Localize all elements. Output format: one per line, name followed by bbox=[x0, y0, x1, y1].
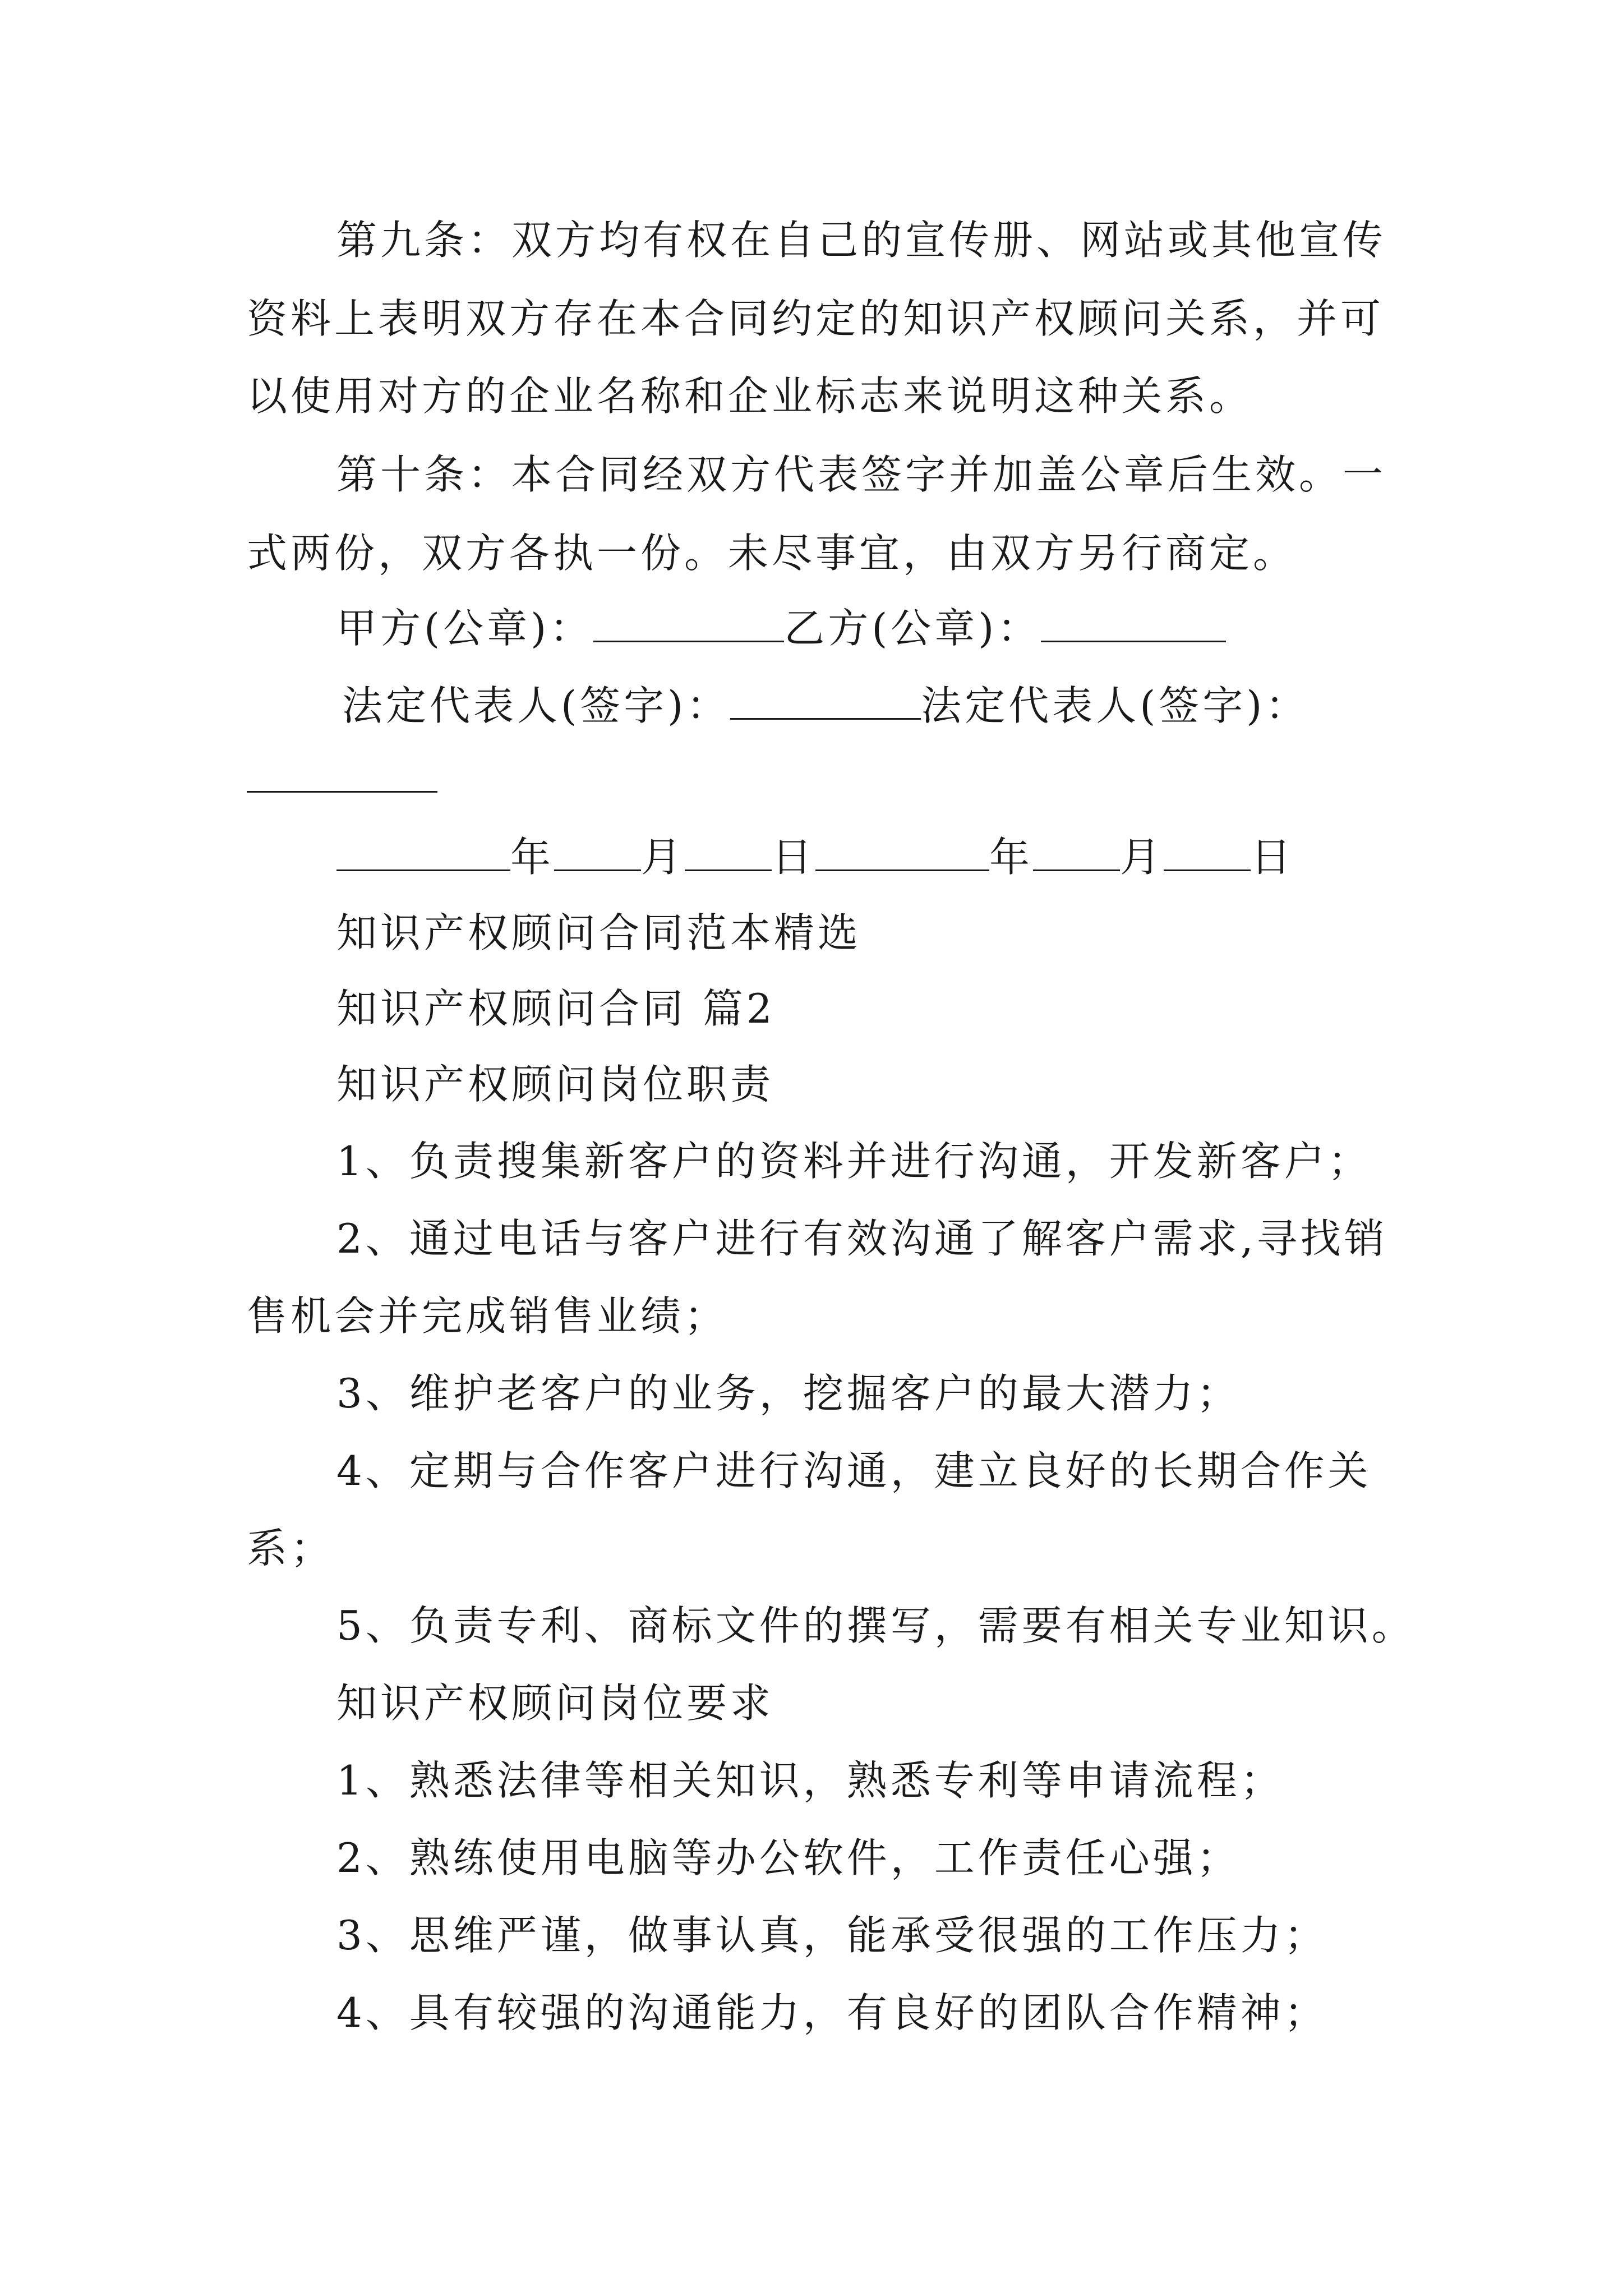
duty-item-1: 1、负责搜集新客户的资料并进行沟通，开发新客户； bbox=[336, 1138, 1372, 1185]
date-a-year: 年 bbox=[510, 834, 555, 881]
heading-duties: 知识产权顾问岗位职责 bbox=[336, 1061, 774, 1108]
signature-representative-row bbox=[342, 679, 1309, 733]
rep-b-blank bbox=[247, 791, 437, 793]
duty-item-2-line-1: 2、通过电话与客户进行有效沟通了解客户需求,寻找销 bbox=[336, 1215, 1388, 1262]
requirement-item-2: 2、熟练使用电脑等办公软件，工作责任心强； bbox=[336, 1834, 1241, 1881]
paragraph-article-9-line-3: 以使用对方的企业名称和企业标志来说明这种关系。 bbox=[247, 372, 1253, 420]
date-a-month-blank bbox=[554, 836, 641, 871]
date-a-month: 月 bbox=[641, 834, 685, 881]
paragraph-article-9-line-2: 资料上表明双方存在本合同约定的知识产权顾问关系，并可 bbox=[247, 295, 1385, 342]
party-a-label: 甲方(公章)： bbox=[336, 605, 594, 652]
date-a-day-blank bbox=[685, 836, 772, 871]
date-b-month: 月 bbox=[1120, 834, 1164, 881]
duty-item-2-line-2: 售机会并完成销售业绩； bbox=[247, 1292, 728, 1340]
rep-b-label: 法定代表人(签字)： bbox=[921, 682, 1310, 729]
heading-selection: 知识产权顾问合同范本精选 bbox=[336, 909, 862, 956]
date-row bbox=[336, 830, 1294, 884]
date-b-day-blank bbox=[1164, 836, 1251, 871]
requirement-item-1: 1、熟悉法律等相关知识，熟悉专利等申请流程； bbox=[336, 1757, 1284, 1804]
paragraph-article-10-line-2: 式两份，双方各执一份。未尽事宜，由双方另行商定。 bbox=[247, 530, 1297, 577]
party-b-label: 乙方(公章)： bbox=[784, 605, 1041, 652]
duty-item-4-line-1: 4、定期与合作客户进行沟通，建立良好的长期合作关 bbox=[336, 1447, 1372, 1494]
signature-party-row bbox=[336, 601, 1226, 655]
date-b-year-blank bbox=[815, 836, 989, 871]
paragraph-article-9-line-1: 第九条：双方均有权在自己的宣传册、网站或其他宣传 bbox=[336, 217, 1387, 264]
rep-a-label: 法定代表人(签字)： bbox=[342, 682, 731, 729]
heading-requirements: 知识产权顾问岗位要求 bbox=[336, 1680, 774, 1727]
paragraph-article-10-line-1: 第十条：本合同经双方代表签字并加盖公章后生效。一 bbox=[336, 451, 1387, 498]
party-a-blank bbox=[593, 607, 784, 642]
duty-item-4-line-2: 系； bbox=[247, 1525, 335, 1572]
party-b-blank bbox=[1041, 607, 1226, 642]
date-a-day: 日 bbox=[772, 834, 816, 881]
requirement-item-4: 4、具有较强的沟通能力，有良好的团队合作精神； bbox=[336, 1989, 1328, 2036]
duty-item-5: 5、负责专利、商标文件的撰写，需要有相关专业知识。 bbox=[336, 1602, 1415, 1649]
date-b-day: 日 bbox=[1251, 834, 1295, 881]
rep-a-blank bbox=[730, 684, 921, 720]
heading-part-2: 知识产权顾问合同 篇2 bbox=[336, 985, 776, 1032]
date-b-month-blank bbox=[1033, 836, 1120, 871]
duty-item-3: 3、维护老客户的业务，挖掘客户的最大潜力； bbox=[336, 1370, 1241, 1417]
requirement-item-3: 3、思维严谨，做事认真，能承受很强的工作压力； bbox=[336, 1912, 1328, 1959]
date-a-year-blank bbox=[336, 836, 510, 871]
date-b-year: 年 bbox=[989, 834, 1034, 881]
